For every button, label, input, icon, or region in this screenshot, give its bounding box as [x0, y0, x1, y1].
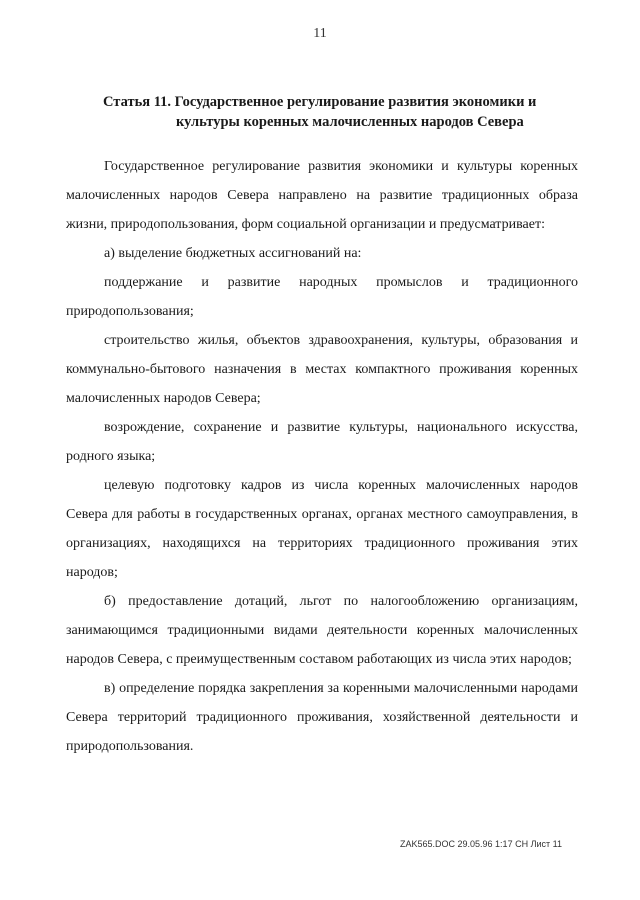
page-number: 11 [313, 26, 327, 41]
footer-stamp: ZAK565.DOC 29.05.96 1:17 CH Лист 11 [400, 839, 562, 849]
paragraph-item-v: в) определение порядка закрепления за коренными малочисленными народами Севера территорий традиционного проживания, хозяйственной деятельности и природопользования. [66, 681, 578, 754]
paragraph-construction: строительство жилья, объектов здравоохранения, культуры, образования и коммунально-бытового назначения в местах компактного проживания коренных малочисленных народов Севера; [66, 333, 578, 406]
paragraph-intro: Государственное регулирование развития экономики и культуры коренных малочисленных народов Севера направлено на развитие традиционных образа жизни, природопользования, форм социальной организации и предусматривает: [66, 159, 578, 232]
paragraph-item-b: б) предоставление дотаций, льгот по налогообложению организациям, занимающимся традиционными видами деятельности коренных малочисленных народов Севера, с преимущественным составом работающих из числа этих народов; [66, 594, 578, 667]
article-body [66, 152, 578, 761]
paragraph-crafts: поддержание и развитие народных промыслов и традиционного природопользования; [66, 275, 578, 319]
paragraph-item-a: а) выделение бюджетных ассигнований на: [104, 246, 362, 261]
paragraph-training: целевую подготовку кадров из числа коренных малочисленных народов Севера для работы в государственных органах, органах местного самоуправления, в организациях, находящихся на территориях традиционного проживания этих народов; [66, 478, 578, 580]
article-heading-line-2: культуры коренных малочисленных народов Севера [176, 114, 524, 130]
paragraph-culture: возрождение, сохранение и развитие культуры, национального искусства, родного языка; [66, 420, 578, 464]
article-heading-line-1: Статья 11. Государственное регулирование развития экономики и [103, 94, 537, 110]
